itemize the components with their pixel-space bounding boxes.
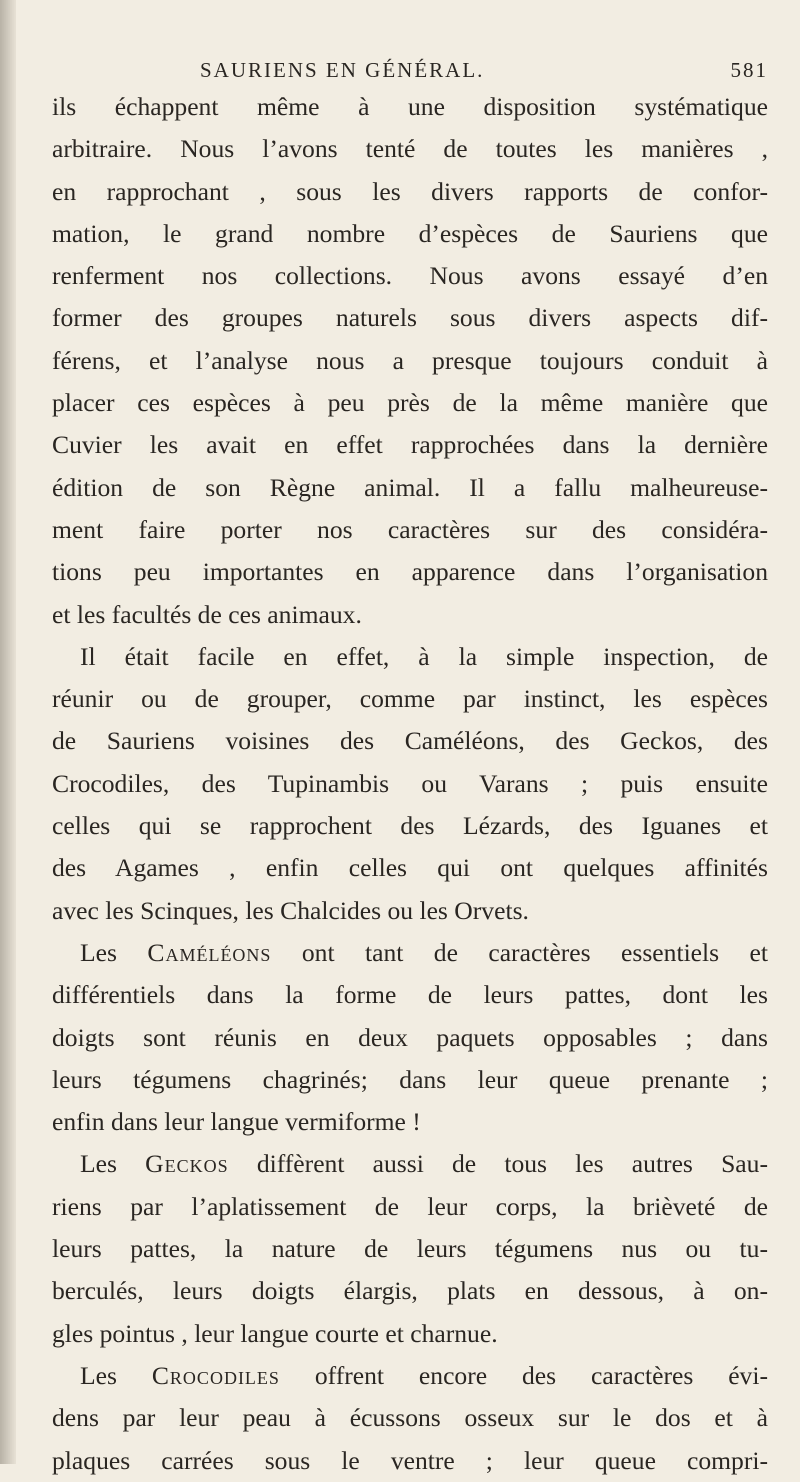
text-line [52,763,768,805]
text-run: avec les Scinques, les Chalcides ou les Orvets. [52,895,529,925]
text-line [52,171,768,213]
text-line [52,424,768,466]
text-line [52,847,768,889]
text-run: édition de son Règne animal. Il a fallu malheureuse- [52,472,768,502]
text-line [52,297,768,339]
text-line [52,509,768,551]
text-run: tions peu importantes en apparence dans l’organisation [52,557,768,587]
text-run: former des groupes naturels sous divers aspects dif- [52,303,768,333]
text-line [52,805,768,847]
text-line [52,890,768,932]
text-run: ont tant de caractères essentiels et [271,937,768,967]
text-line [52,974,768,1016]
text-run: dens par leur peau à écussons osseux sur le dos et à [52,1403,768,1433]
text-run: plaques carrées sous le ventre ; leur queue compri- [52,1445,768,1475]
text-run: férens, et l’analyse nous a presque toujours conduit à [52,345,768,375]
text-line [52,467,768,509]
text-line [52,1143,768,1185]
text-line [52,128,768,170]
text-line [52,1059,768,1101]
text-run: doigts sont réunis en deux paquets opposables ; dans [52,1022,768,1052]
text-line [52,678,768,720]
text-run: leurs tégumens chagrinés; dans leur queue prenante ; [52,1064,768,1094]
text-line [52,382,768,424]
text-run: offrent encore des caractères évi- [279,1360,768,1390]
text-run: arbitraire. Nous l’avons tenté de toutes les manières , [52,134,768,164]
text-line [52,213,768,255]
text-line [52,1186,768,1228]
text-run: Cuvier les avait en effet rapprochées dans la dernière [52,430,768,460]
text-line [52,86,768,128]
text-run: Crocodiles, des Tupinambis ou Varans ; puis ensuite [52,768,768,798]
text-run: différentiels dans la forme de leurs pattes, dont les [52,980,768,1010]
text-run: Les [80,937,148,967]
body-text [52,86,768,1482]
text-run: gles pointus , leur langue courte et charnue. [52,1318,498,1348]
text-run: ils échappent même à une disposition systématique [52,92,768,121]
running-head [52,56,768,88]
text-line [52,720,768,762]
text-line [52,1440,768,1482]
text-line [52,1101,768,1143]
text-run: des Agames , enfin celles qui ont quelques affinités [52,853,768,883]
text-run: en rapprochant , sous les divers rapports de confor- [52,176,768,206]
small-caps-term: Geckos [145,1149,229,1179]
text-run: de Sauriens voisines des Caméléons, des Geckos, des [52,726,768,756]
text-run: berculés, leurs doigts élargis, plats en dessous, à on- [52,1276,768,1306]
text-run: leurs pattes, la nature de leurs tégumens nus ou tu- [52,1234,768,1264]
text-run: enfin dans leur langue vermiforme ! [52,1107,421,1137]
text-line [52,1313,768,1355]
text-line [52,1355,768,1397]
small-caps-term: Caméléons [147,937,272,967]
text-run: Les [80,1360,152,1390]
text-run: Les [80,1149,146,1179]
text-line [52,636,768,678]
text-line [52,340,768,382]
text-line [52,932,768,974]
small-caps-term: Crocodiles [151,1360,280,1390]
page-gutter-shadow [0,0,16,1464]
text-run: placer ces espèces à peu près de la même manière que [52,388,768,418]
text-line [52,1397,768,1439]
text-line [52,1017,768,1059]
text-run: diffèrent aussi de tous les autres Sau- [228,1149,768,1179]
text-line [52,1270,768,1312]
text-run: celles qui se rapprochent des Lézards, des Iguanes et [52,811,768,841]
text-run: Il était facile en effet, à la simple inspection, de [80,641,768,671]
text-line [52,551,768,593]
running-title: SAURIENS EN GÉNÉRAL. [200,58,485,82]
page-number: 581 [730,58,768,82]
text-run: réunir ou de grouper, comme par instinct, les espèces [52,684,768,714]
text-run: ment faire porter nos caractères sur des considéra- [52,514,768,544]
text-line [52,1228,768,1270]
text-run: riens par l’aplatissement de leur corps, la brièveté de [52,1191,768,1221]
text-line [52,255,768,297]
text-run: et les facultés de ces animaux. [52,599,362,629]
text-run: mation, le grand nombre d’espèces de Sauriens que [52,218,768,248]
text-run: renferment nos collections. Nous avons essayé d’en [52,261,768,291]
text-line [52,594,768,636]
